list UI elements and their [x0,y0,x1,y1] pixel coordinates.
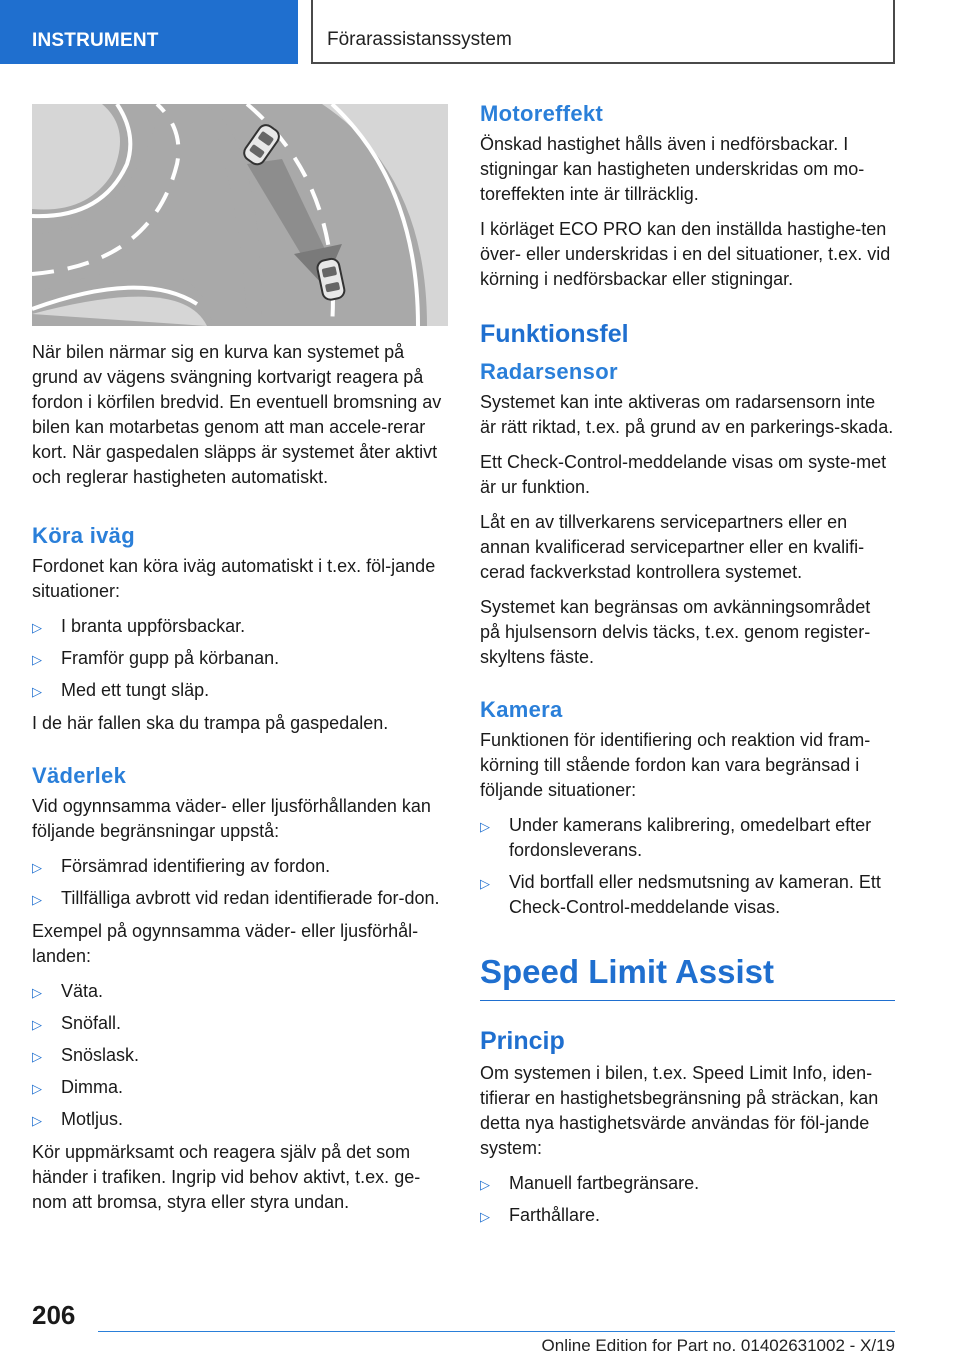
list-item: ▷ Framför gupp på körbanan. [32,646,448,671]
heading-kamera: Kamera [480,697,563,722]
bullet-triangle-icon: ▷ [32,620,42,635]
bullet-triangle-icon: ▷ [32,860,42,875]
vader-after: Kör uppmärksamt och reagera själv på det som händer i trafiken. Ingrip vid behov aktivt, t.ex. ge-nom att bromsa, styra eller styra undan. [32,1142,421,1212]
heading-speed-limit-assist: Speed Limit Assist [480,950,895,1001]
kamera-list [480,813,895,920]
vader-list [32,854,448,911]
motor-paragraph-1: Önskad hastighet hålls även i nedförsbackar. I stigningar kan hastigheten underskridas om mo-toreffekten inte är tillräcklig. [480,134,865,204]
list-item: ▷ I branta uppförsbackar. [32,614,448,639]
bullet-triangle-icon: ▷ [32,985,42,1000]
bullet-triangle-icon: ▷ [32,1081,42,1096]
heading-kora-vag: Köra iväg [32,523,135,548]
list-item: ▷ Försämrad identifiering av fordon. [32,854,448,879]
kora-list [32,614,448,703]
section-title: Förarassistanssystem [311,0,895,64]
list-item: ▷ Farthållare. [480,1203,895,1228]
bullet-triangle-icon: ▷ [480,876,490,891]
right-column [480,100,895,1236]
radar-paragraph-1: Systemet kan inte aktiveras om radarsensorn inte är rätt riktad, t.ex. på grund av en parkerings-skada. [480,392,894,437]
radar-paragraph-3: Låt en av tillverkarens servicepartners eller en annan kvalificerad servicepartner eller en kvalifi-cerad fackverkstad kontrollera systemet. [480,512,865,582]
list-item: ▷ Vid bortfall eller nedsmutsning av kameran. Ett Check-Control-meddelande visas. [480,872,881,917]
vader-text: Vid ogynnsamma väder- eller ljusförhållanden kan följande begränsningar uppstå: [32,796,431,841]
list-item: ▷ Motljus. [32,1107,448,1132]
footer-divider [98,1331,895,1332]
list-item: ▷ Väta. [32,979,448,1004]
chapter-tab: INSTRUMENT [0,0,298,64]
princip-paragraph: Om systemen i bilen, t.ex. Speed Limit Info, iden-tifierar en hastighetsbegränsning på sträckan, kan detta nya hastighetsvärde användas för föl-jande system: [480,1063,879,1158]
list-item: ▷ Tillfälliga avbrott vid redan identifierade for-don. [32,886,448,911]
heading-princip: Princip [480,1027,565,1055]
bullet-triangle-icon: ▷ [480,1177,490,1192]
footer-edition: Online Edition for Part no. 01402631002 - X/19 [541,1336,895,1355]
motor-paragraph-2: I körläget ECO PRO kan den inställda hastighe-ten över- eller underskridas i en del situationer, t.ex. vid körning i nedförsbackar eller stigningar. [480,219,891,289]
vader-example-list [32,979,448,1132]
list-item: ▷ Med ett tungt släp. [32,678,448,703]
list-item: ▷ Manuell fartbegränsare. [480,1171,895,1196]
bullet-triangle-icon: ▷ [32,1049,42,1064]
princip-list [480,1171,895,1228]
curve-illustration [32,104,448,326]
heading-radarsensor: Radarsensor [480,359,618,384]
bullet-triangle-icon: ▷ [32,1017,42,1032]
bullet-triangle-icon: ▷ [32,1113,42,1128]
heading-motoreffekt: Motoreffekt [480,101,604,126]
left-column [32,104,448,1225]
list-item: ▷ Snöfall. [32,1011,448,1036]
list-item: ▷ Snöslask. [32,1043,448,1068]
bullet-triangle-icon: ▷ [480,1209,490,1224]
bullet-triangle-icon: ▷ [32,892,42,907]
list-item: ▷ Under kamerans kalibrering, omedelbart efter fordonsleverans. [480,815,872,860]
intro-paragraph: När bilen närmar sig en kurva kan systemet på grund av vägens svängning kortvarigt reagera på fordon i körfilen bredvid. En eventuell bromsning av bilen kan motarbetas genom att man accele-rerar kort. När gaspedalen släpps är systemet åter aktivt och reglerar hastigheten automatiskt. [32,342,442,487]
kamera-paragraph: Funktionen för identifiering och reaktion vid fram-körning till stående fordon kan vara begränsad i följande situationer: [480,730,871,800]
bullet-triangle-icon: ▷ [32,652,42,667]
radar-paragraph-2: Ett Check-Control-meddelande visas om syste-met är ur funktion. [480,452,887,497]
vader-example: Exempel på ogynnsamma väder- eller ljusförhål-landen: [32,921,419,966]
heading-funktionsfel: Funktionsfel [480,320,629,348]
list-item: ▷ Dimma. [32,1075,448,1100]
bullet-triangle-icon: ▷ [32,684,42,699]
page-number: 206 [32,1300,76,1330]
bullet-triangle-icon: ▷ [480,819,490,834]
radar-paragraph-4: Systemet kan begränsas om avkänningsområdet på hjulsensorn delvis täcks, t.ex. genom register-skyltens fäste. [480,597,871,667]
kora-after: I de här fallen ska du trampa på gaspedalen. [32,713,389,733]
heading-vaderlek: Väderlek [32,763,127,788]
kora-text: Fordonet kan köra iväg automatiskt i t.ex. föl-jande situationer: [32,556,436,601]
